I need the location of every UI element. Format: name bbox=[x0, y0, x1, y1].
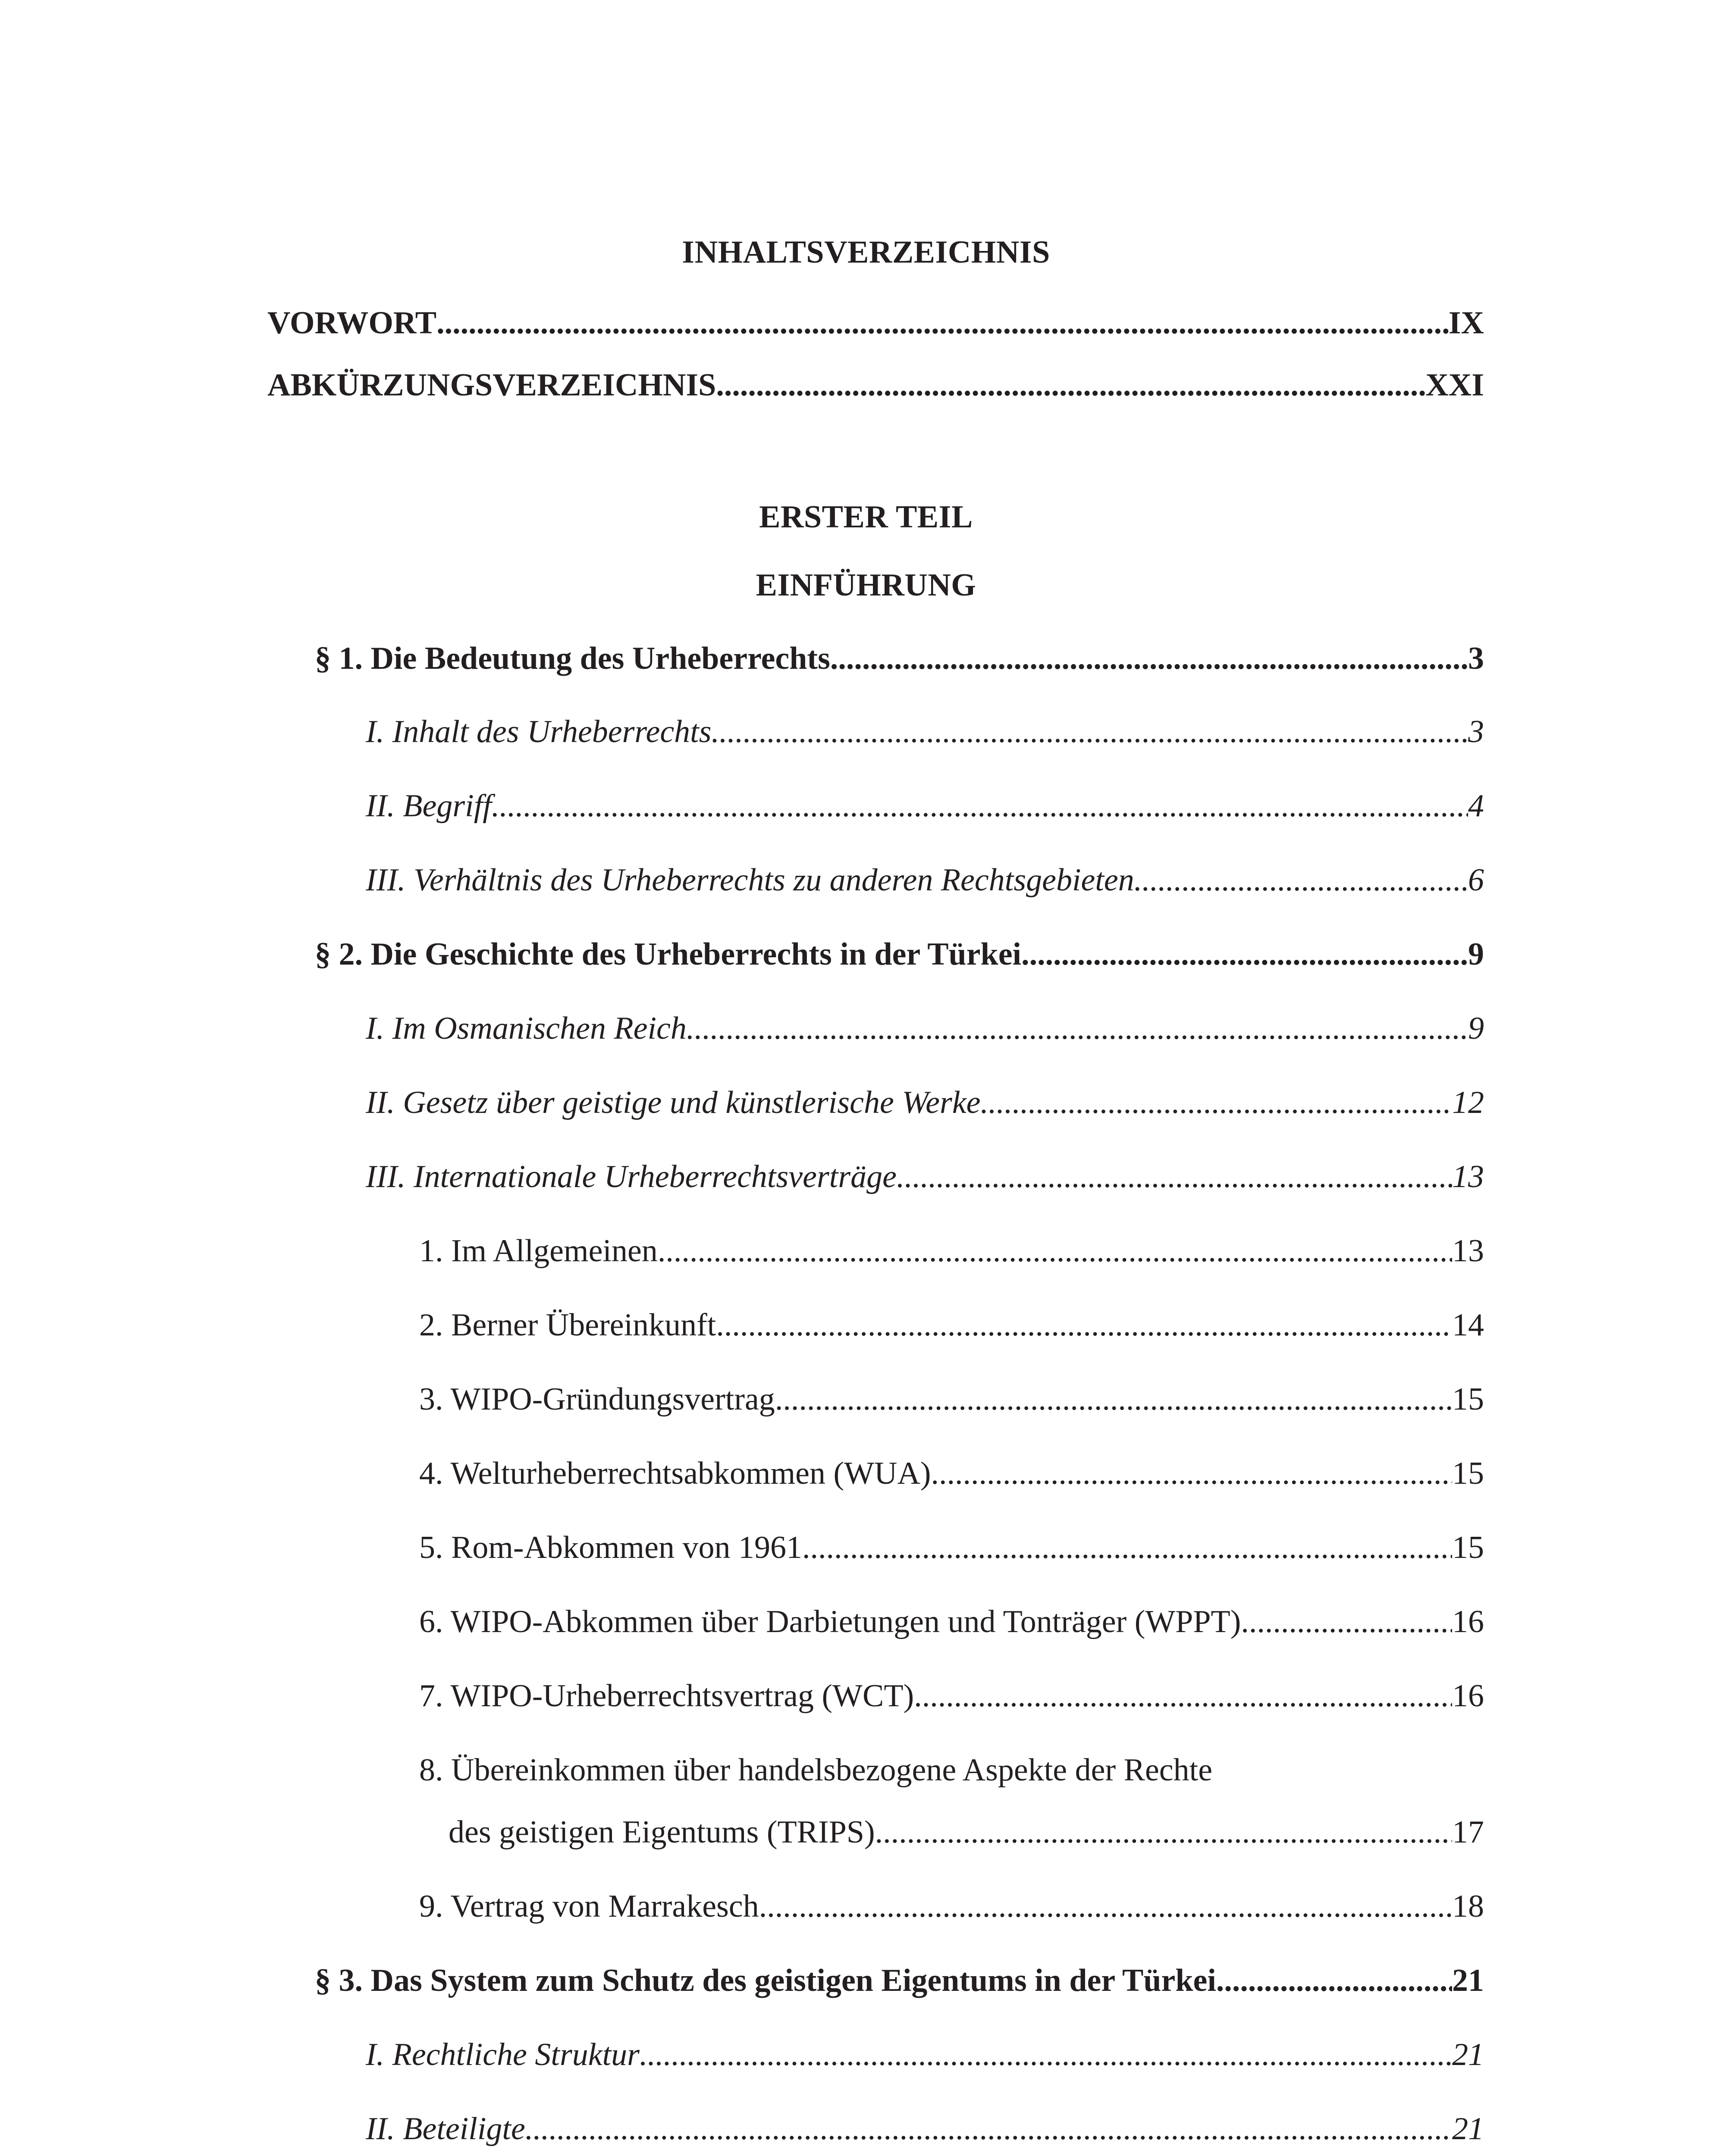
toc-entry-page: 17 bbox=[1452, 1814, 1484, 1850]
dot-leader bbox=[775, 1383, 1452, 1415]
toc-entry-page: IX bbox=[1448, 305, 1484, 341]
toc-item[interactable] bbox=[366, 790, 1484, 822]
toc-subitem[interactable] bbox=[419, 1457, 1484, 1489]
toc-entry-label: ABKÜRZUNGSVERZEICHNIS bbox=[267, 367, 716, 403]
dot-leader bbox=[875, 1816, 1452, 1848]
part-number-heading: ERSTER TEIL bbox=[759, 499, 973, 535]
toc-entry-page: 6 bbox=[1468, 862, 1484, 898]
toc-section-3[interactable] bbox=[315, 1965, 1484, 1996]
toc-entry-label: I. Im Osmanischen Reich bbox=[366, 1011, 687, 1046]
toc-entry-page: 15 bbox=[1452, 1382, 1484, 1417]
toc-entry-label: I. Rechtliche Struktur bbox=[366, 2037, 640, 2072]
toc-entry-label: 4. Welturheberrechtsabkommen (WUA) bbox=[419, 1456, 931, 1491]
toc-entry-page: XXI bbox=[1425, 367, 1484, 403]
toc-section-1[interactable] bbox=[315, 642, 1484, 674]
toc-entry-vorwort[interactable] bbox=[267, 307, 1484, 339]
dot-leader bbox=[687, 1012, 1468, 1044]
toc-item[interactable] bbox=[366, 864, 1484, 896]
toc-subitem-first-line[interactable]: 8. Übereinkommen über handelsbezogene Aspekte der Rechte bbox=[419, 1752, 1213, 1788]
dot-leader bbox=[914, 1680, 1452, 1712]
dot-leader bbox=[1134, 864, 1468, 896]
toc-entry-page: 21 bbox=[1452, 2037, 1484, 2072]
toc-subitem[interactable] bbox=[419, 1606, 1484, 1638]
toc-entry-label: 6. WIPO-Abkommen über Darbietungen und Tonträger (WPPT) bbox=[419, 1604, 1241, 1639]
toc-entry-label: III. Verhältnis des Urheberrechts zu anderen Rechtsgebieten bbox=[366, 862, 1134, 898]
toc-entry-page: 13 bbox=[1452, 1159, 1484, 1194]
toc-entry-label: § 3. Das System zum Schutz des geistigen Eigentums in der Türkei bbox=[315, 1963, 1216, 1998]
toc-entry-page: 9 bbox=[1468, 937, 1484, 972]
toc-section-2[interactable] bbox=[315, 938, 1484, 970]
toc-item[interactable] bbox=[366, 1161, 1484, 1193]
toc-entry-label: 2. Berner Übereinkunft bbox=[419, 1307, 716, 1343]
toc-subitem[interactable] bbox=[419, 1309, 1484, 1341]
toc-subitem[interactable] bbox=[419, 1890, 1484, 1922]
toc-entry-label: des geistigen Eigentums (TRIPS) bbox=[449, 1814, 875, 1850]
dot-leader bbox=[658, 1235, 1452, 1267]
dot-leader bbox=[931, 1457, 1452, 1489]
toc-entry-label: II. Gesetz über geistige und künstlerische Werke bbox=[366, 1085, 981, 1120]
toc-entry-page: 13 bbox=[1452, 1233, 1484, 1269]
toc-entry-page: 3 bbox=[1468, 641, 1484, 676]
toc-item[interactable] bbox=[366, 1012, 1484, 1044]
toc-entry-page: 4 bbox=[1468, 788, 1484, 824]
toc-entry-label: II. Begriff bbox=[366, 788, 492, 824]
dot-leader bbox=[1021, 938, 1468, 970]
toc-entry-page: 16 bbox=[1452, 1678, 1484, 1714]
toc-entry-page: 21 bbox=[1452, 2111, 1484, 2147]
toc-entry-page: 9 bbox=[1468, 1011, 1484, 1046]
toc-entry-label: VORWORT bbox=[267, 305, 437, 341]
toc-entry-page: 18 bbox=[1452, 1889, 1484, 1924]
toc-entry-label: 9. Vertrag von Marrakesch bbox=[419, 1889, 759, 1924]
dot-leader bbox=[716, 369, 1425, 401]
dot-leader bbox=[436, 307, 1449, 339]
toc-subitem[interactable] bbox=[419, 1383, 1484, 1415]
toc-entry-page: 3 bbox=[1468, 714, 1484, 749]
toc-entry-label: 7. WIPO-Urheberrechtsvertrag (WCT) bbox=[419, 1678, 914, 1714]
toc-entry-label: 5. Rom-Abkommen von 1961 bbox=[419, 1530, 802, 1565]
toc-entry-label: 3. WIPO-Gründungsvertrag bbox=[419, 1382, 775, 1417]
dot-leader bbox=[981, 1087, 1452, 1119]
dot-leader bbox=[830, 642, 1468, 674]
toc-entry-label: § 1. Die Bedeutung des Urheberrechts bbox=[315, 641, 830, 676]
toc-title: INHALTSVERZEICHNIS bbox=[682, 235, 1050, 270]
toc-entry-label: II. Beteiligte bbox=[366, 2111, 525, 2147]
toc-entry-page: 15 bbox=[1452, 1456, 1484, 1491]
toc-entry-abkuerzungsverzeichnis[interactable] bbox=[267, 369, 1484, 401]
part-name-heading: EINFÜHRUNG bbox=[756, 567, 976, 603]
toc-entry-page: 15 bbox=[1452, 1530, 1484, 1565]
toc-subitem[interactable] bbox=[419, 1235, 1484, 1267]
dot-leader bbox=[716, 1309, 1452, 1341]
dot-leader bbox=[492, 790, 1468, 822]
toc-entry-label: I. Inhalt des Urheberrechts bbox=[366, 714, 712, 749]
dot-leader bbox=[1241, 1606, 1452, 1638]
dot-leader bbox=[640, 2039, 1452, 2071]
toc-subitem[interactable] bbox=[419, 1532, 1484, 1564]
dot-leader bbox=[802, 1532, 1452, 1564]
dot-leader bbox=[897, 1161, 1452, 1193]
dot-leader bbox=[1216, 1965, 1452, 1996]
toc-entry-page: 21 bbox=[1452, 1963, 1484, 1998]
dot-leader bbox=[759, 1890, 1452, 1922]
toc-subitem[interactable] bbox=[449, 1816, 1484, 1848]
dot-leader bbox=[525, 2113, 1452, 2145]
toc-item[interactable] bbox=[366, 2113, 1484, 2145]
dot-leader bbox=[712, 716, 1468, 748]
toc-entry-page: 14 bbox=[1452, 1307, 1484, 1343]
toc-entry-page: 12 bbox=[1452, 1085, 1484, 1120]
toc-item[interactable] bbox=[366, 716, 1484, 748]
toc-item[interactable] bbox=[366, 1087, 1484, 1119]
toc-entry-page: 16 bbox=[1452, 1604, 1484, 1639]
toc-subitem[interactable] bbox=[419, 1680, 1484, 1712]
toc-item[interactable] bbox=[366, 2039, 1484, 2071]
toc-entry-label: 1. Im Allgemeinen bbox=[419, 1233, 658, 1269]
toc-entry-label: § 2. Die Geschichte des Urheberrechts in der Türkei bbox=[315, 937, 1022, 972]
toc-entry-label: III. Internationale Urheberrechtsverträge bbox=[366, 1159, 897, 1194]
